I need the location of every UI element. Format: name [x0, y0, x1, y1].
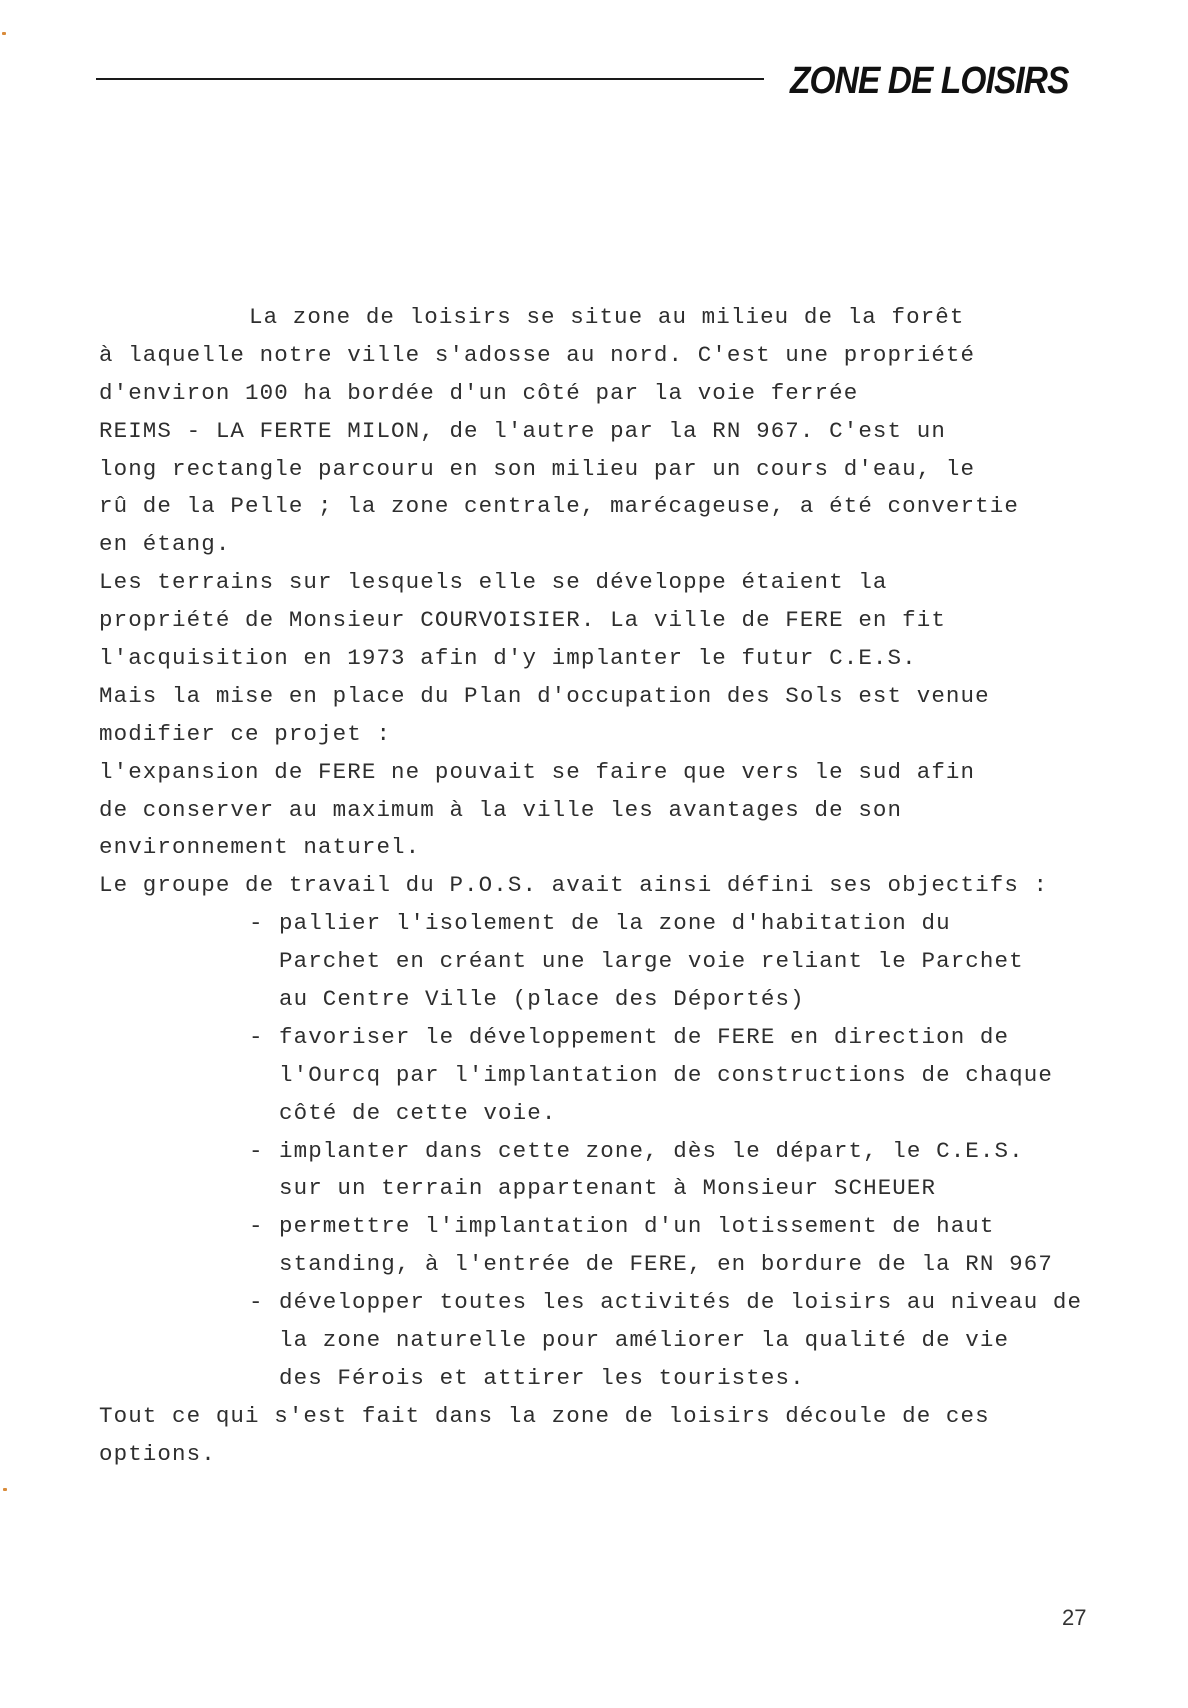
objective-item [99, 1284, 1119, 1398]
text-line: Les terrains sur lesquels elle se développe étaient la [99, 569, 888, 596]
scan-speck [3, 1488, 7, 1491]
text-line: modifier ce projet : [99, 720, 392, 747]
objective-line: implanter dans cette zone, dès le départ, le C.E.S. [279, 1137, 1024, 1164]
page-number: 27 [1062, 1605, 1087, 1630]
text-line: options. [99, 1440, 216, 1467]
objective-line: la zone naturelle pour améliorer la qualité de vie [279, 1327, 1010, 1354]
objective-line: développer toutes les activités de loisirs au niveau de [279, 1289, 1083, 1316]
list-dash: - [249, 1023, 264, 1050]
objective-line: favoriser le développement de FERE en direction de [279, 1023, 1010, 1050]
text-line: d'environ 100 ha bordée d'un côté par la voie ferrée [99, 379, 859, 406]
header-rule [96, 78, 764, 80]
objective-item [99, 1133, 1119, 1209]
objective-line: l'Ourcq par l'implantation de constructions de chaque [279, 1061, 1053, 1088]
list-dash: - [249, 1137, 264, 1164]
text-line: l'expansion de FERE ne pouvait se faire que vers le sud afin [99, 758, 976, 785]
body-text [99, 299, 1119, 1474]
objective-line: au Centre Ville (place des Déportés) [279, 986, 805, 1013]
text-line: Tout ce qui s'est fait dans la zone de loisirs découle de ces [99, 1402, 990, 1429]
text-line: à laquelle notre ville s'adosse au nord. C'est une propriété [99, 341, 976, 368]
objective-item [99, 905, 1119, 1019]
text-line: propriété de Monsieur COURVOISIER. La ville de FERE en fit [99, 607, 946, 634]
objective-line: permettre l'implantation d'un lotissement de haut [279, 1213, 995, 1240]
text-line: Le groupe de travail du P.O.S. avait ainsi défini ses objectifs : [99, 872, 1049, 899]
text-line: l'acquisition en 1973 afin d'y implanter le futur C.E.S. [99, 645, 917, 672]
objective-item [99, 1019, 1119, 1133]
list-dash: - [249, 910, 264, 937]
list-dash: - [249, 1289, 264, 1316]
objective-line: sur un terrain appartenant à Monsieur SCHEUER [279, 1175, 937, 1202]
text-line: environnement naturel. [99, 834, 421, 861]
objective-line: pallier l'isolement de la zone d'habitation du [279, 910, 951, 937]
text-line: long rectangle parcouru en son milieu par un cours d'eau, le [99, 455, 976, 482]
objective-line: standing, à l'entrée de FERE, en bordure de la RN 967 [279, 1251, 1053, 1278]
text-line: La zone de loisirs se situe au milieu de la forêt [249, 304, 965, 330]
objective-line: côté de cette voie. [279, 1099, 557, 1126]
section-title: ZONE DE LOISIRS [790, 60, 1069, 102]
text-line: Mais la mise en place du Plan d'occupation des Sols est venue [99, 682, 990, 709]
list-dash: - [249, 1213, 264, 1240]
text-line: REIMS - LA FERTE MILON, de l'autre par la RN 967. C'est un [99, 417, 946, 444]
objective-item [99, 1208, 1119, 1284]
scan-speck [2, 32, 6, 35]
objective-line: des Férois et attirer les touristes. [279, 1364, 805, 1391]
text-line: rû de la Pelle ; la zone centrale, marécageuse, a été convertie [99, 493, 1019, 520]
text-line: de conserver au maximum à la ville les avantages de son [99, 796, 903, 823]
objective-line: Parchet en créant une large voie reliant le Parchet [279, 948, 1024, 975]
text-line: en étang. [99, 531, 231, 558]
